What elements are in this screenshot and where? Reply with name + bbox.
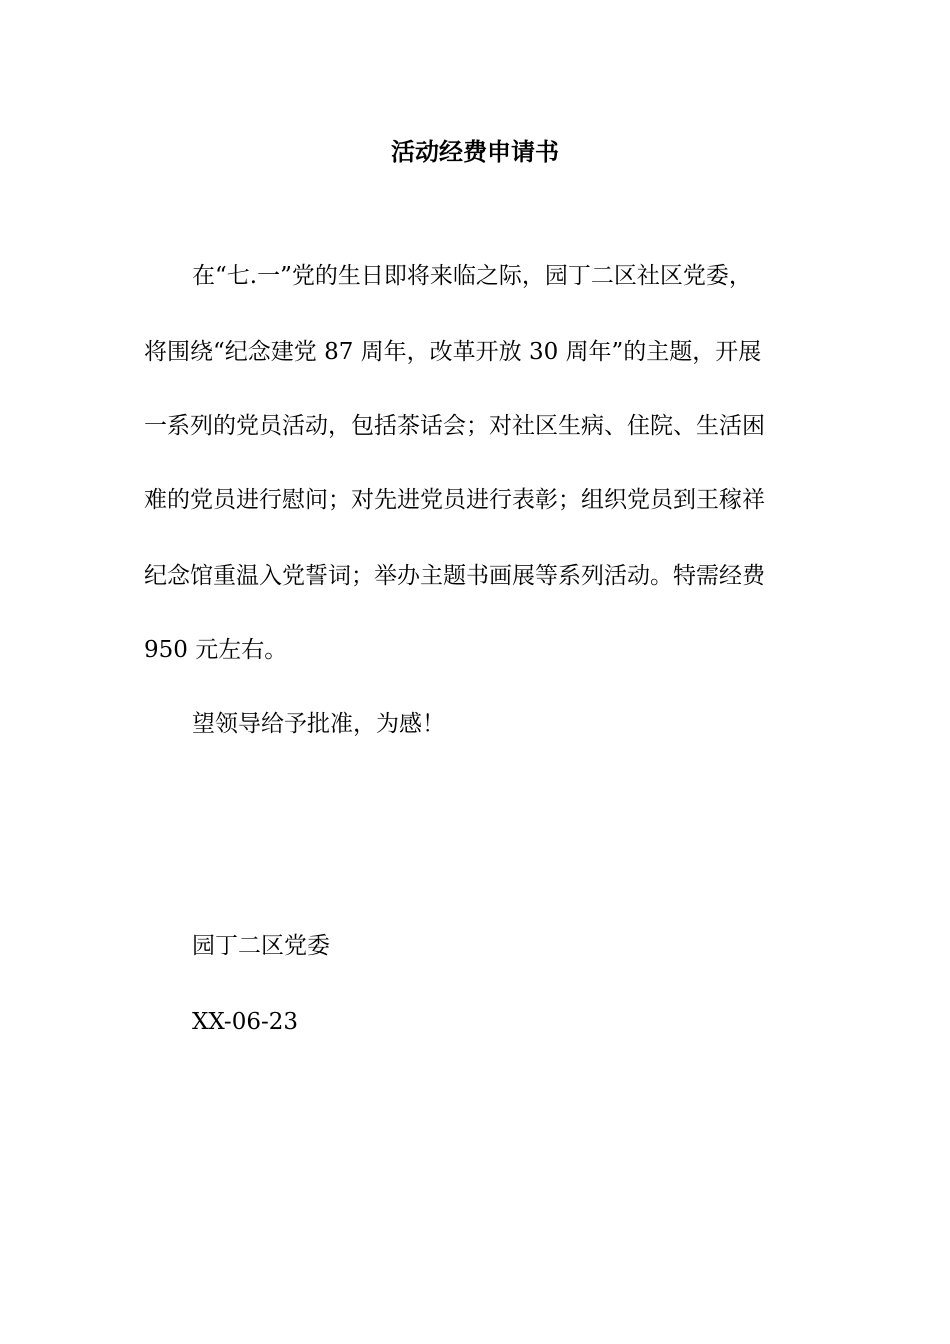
body-line-3: 一系列的党员活动，包括茶话会；对社区生病、住院、生活困 — [144, 413, 765, 439]
body-line-5: 纪念馆重温入党誓词；举办主题书画展等系列活动。特需经费 — [144, 563, 765, 589]
document-date: XX-06-23 — [192, 1009, 299, 1035]
signature: 园丁二区党委 — [192, 933, 330, 959]
document-title: 活动经费申请书 — [391, 137, 559, 166]
body-line-2: 将围绕“纪念建党 87 周年，改革开放 30 周年”的主题，开展 — [144, 339, 762, 365]
request-line: 望领导给予批准，为感！ — [192, 711, 445, 737]
body-line-6: 950 元左右。 — [144, 637, 288, 663]
body-line-4: 难的党员进行慰问；对先进党员进行表彰；组织党员到王稼祥 — [144, 487, 765, 513]
body-line-1: 在“七.一”党的生日即将来临之际，园丁二区社区党委， — [192, 263, 752, 289]
